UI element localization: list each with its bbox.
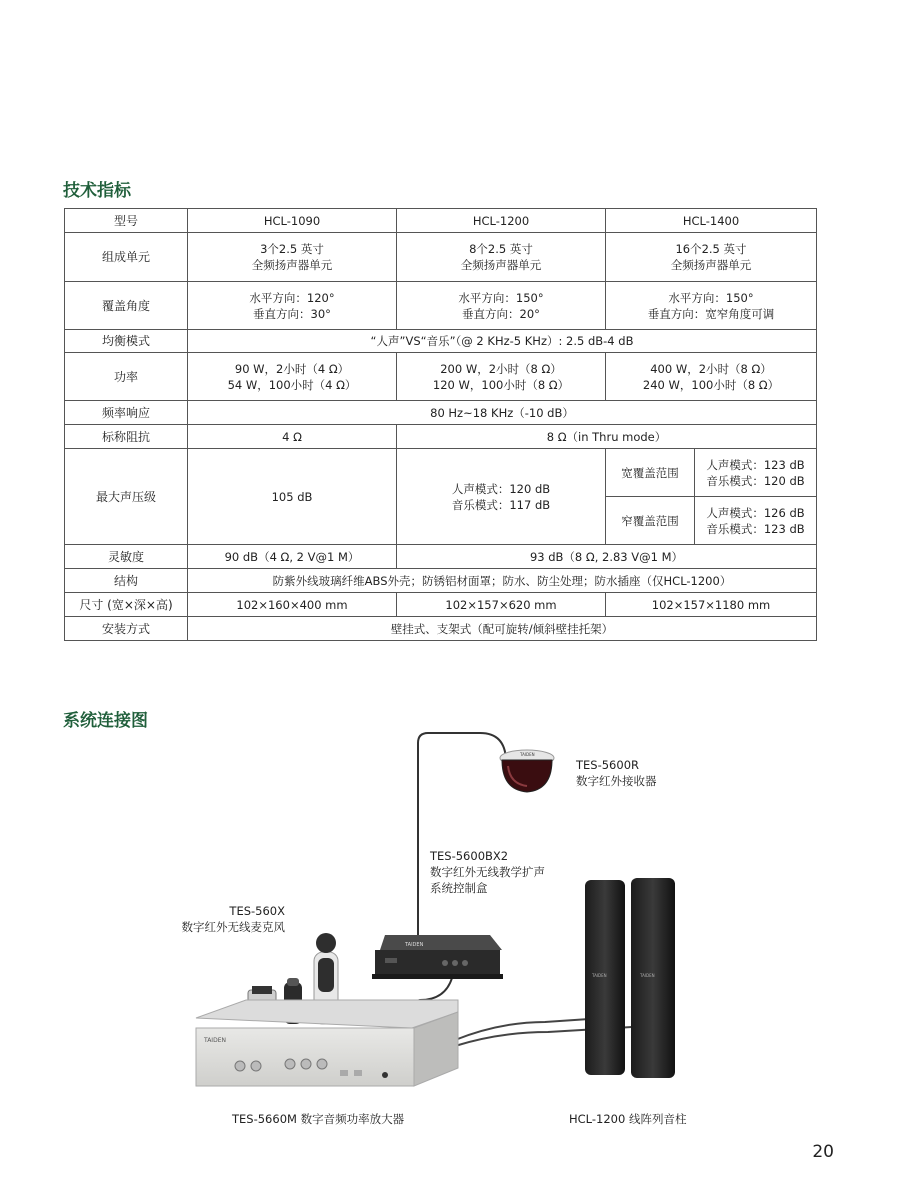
table-cell: 90 W，2小时（4 Ω） 54 W，100小时（4 Ω） [188,353,397,401]
row-label: 覆盖角度 [65,282,188,330]
table-cell: 人声模式：123 dB 音乐模式：120 dB [695,449,817,497]
table-cell: 4 Ω [188,425,397,449]
table-cell: 102×157×1180 mm [606,593,817,617]
table-cell: 105 dB [188,449,397,545]
row-label: 频率响应 [65,401,188,425]
table-cell: 16个2.5 英寸 全频扬声器单元 [606,233,817,282]
table-cell: 90 dB（4 Ω, 2 V@1 M） [188,545,397,569]
row-label: 安装方式 [65,617,188,641]
table-cell: 102×160×400 mm [188,593,397,617]
table-cell: “人声”VS“音乐”（@ 2 KHz-5 KHz）: 2.5 dB-4 dB [188,330,817,353]
row-label: 标称阻抗 [65,425,188,449]
controller-device [372,935,503,979]
speaker-columns [585,878,675,1078]
microphone-label: TES-560X 数字红外无线麦克风 [181,904,285,934]
system-diagram-title: 系统连接图 [63,711,148,731]
amplifier-caption: TES-5660M 数字音频功率放大器 [232,1112,405,1126]
row-label: 功率 [65,353,188,401]
row-label: 组成单元 [65,233,188,282]
table-cell: 3个2.5 英寸 全频扬声器单元 [188,233,397,282]
table-cell: 80 Hz~18 KHz（-10 dB） [188,401,817,425]
brand-logo-text: TAIDEN [520,752,535,757]
row-label: 均衡模式 [65,330,188,353]
table-cell: 93 dB（8 Ω, 2.83 V@1 M） [397,545,817,569]
table-cell: 8 Ω（in Thru mode） [397,425,817,449]
table-cell: 防紫外线玻璃纤维ABS外壳；防锈铝材面罩；防水、防尘处理；防水插座（仅HCL-1200） [188,569,817,593]
table-cell: 200 W，2小时（8 Ω） 120 W，100小时（8 Ω） [397,353,606,401]
brand-logo-text: TAIDEN [592,973,607,978]
table-cell: 8个2.5 英寸 全频扬声器单元 [397,233,606,282]
controller-label: TES-5600BX2 数字红外无线教学扩声 系统控制盒 [430,849,545,895]
tech-spec-title: 技术指标 [63,181,131,201]
table-cell: 人声模式：126 dB 音乐模式：123 dB [695,497,817,545]
narrow-coverage-label: 窄覆盖范围 [606,497,695,545]
brand-logo-text: TAIDEN [405,942,424,948]
receiver-device [500,750,554,792]
model-header-1: HCL-1090 [188,209,397,233]
model-header-3: HCL-1400 [606,209,817,233]
receiver-label: TES-5600R 数字红外接收器 [576,758,657,788]
row-label: 结构 [65,569,188,593]
row-label: 灵敏度 [65,545,188,569]
table-cell: 水平方向：150° 垂直方向：20° [397,282,606,330]
table-cell: 壁挂式、支架式（配可旋转/倾斜壁挂托架） [188,617,817,641]
brand-logo-text: TAIDEN [640,973,655,978]
amplifier-device [196,1000,458,1086]
row-label: 型号 [65,209,188,233]
row-label: 最大声压级 [65,449,188,545]
wide-coverage-label: 宽覆盖范围 [606,449,695,497]
receiver-cable [418,733,506,940]
table-cell: 人声模式：120 dB 音乐模式：117 dB [397,449,606,545]
table-cell: 400 W，2小时（8 Ω） 240 W，100小时（8 Ω） [606,353,817,401]
table-cell: 102×157×620 mm [397,593,606,617]
page-number: 20 [812,1142,834,1162]
table-cell: 水平方向：150° 垂直方向：宽窄角度可调 [606,282,817,330]
brand-logo-text: TAIDEN [204,1037,226,1044]
model-header-2: HCL-1200 [397,209,606,233]
table-cell: 水平方向：120° 垂直方向：30° [188,282,397,330]
row-label: 尺寸 (宽×深×高) [65,593,188,617]
speaker-caption: HCL-1200 线阵列音柱 [569,1112,687,1126]
